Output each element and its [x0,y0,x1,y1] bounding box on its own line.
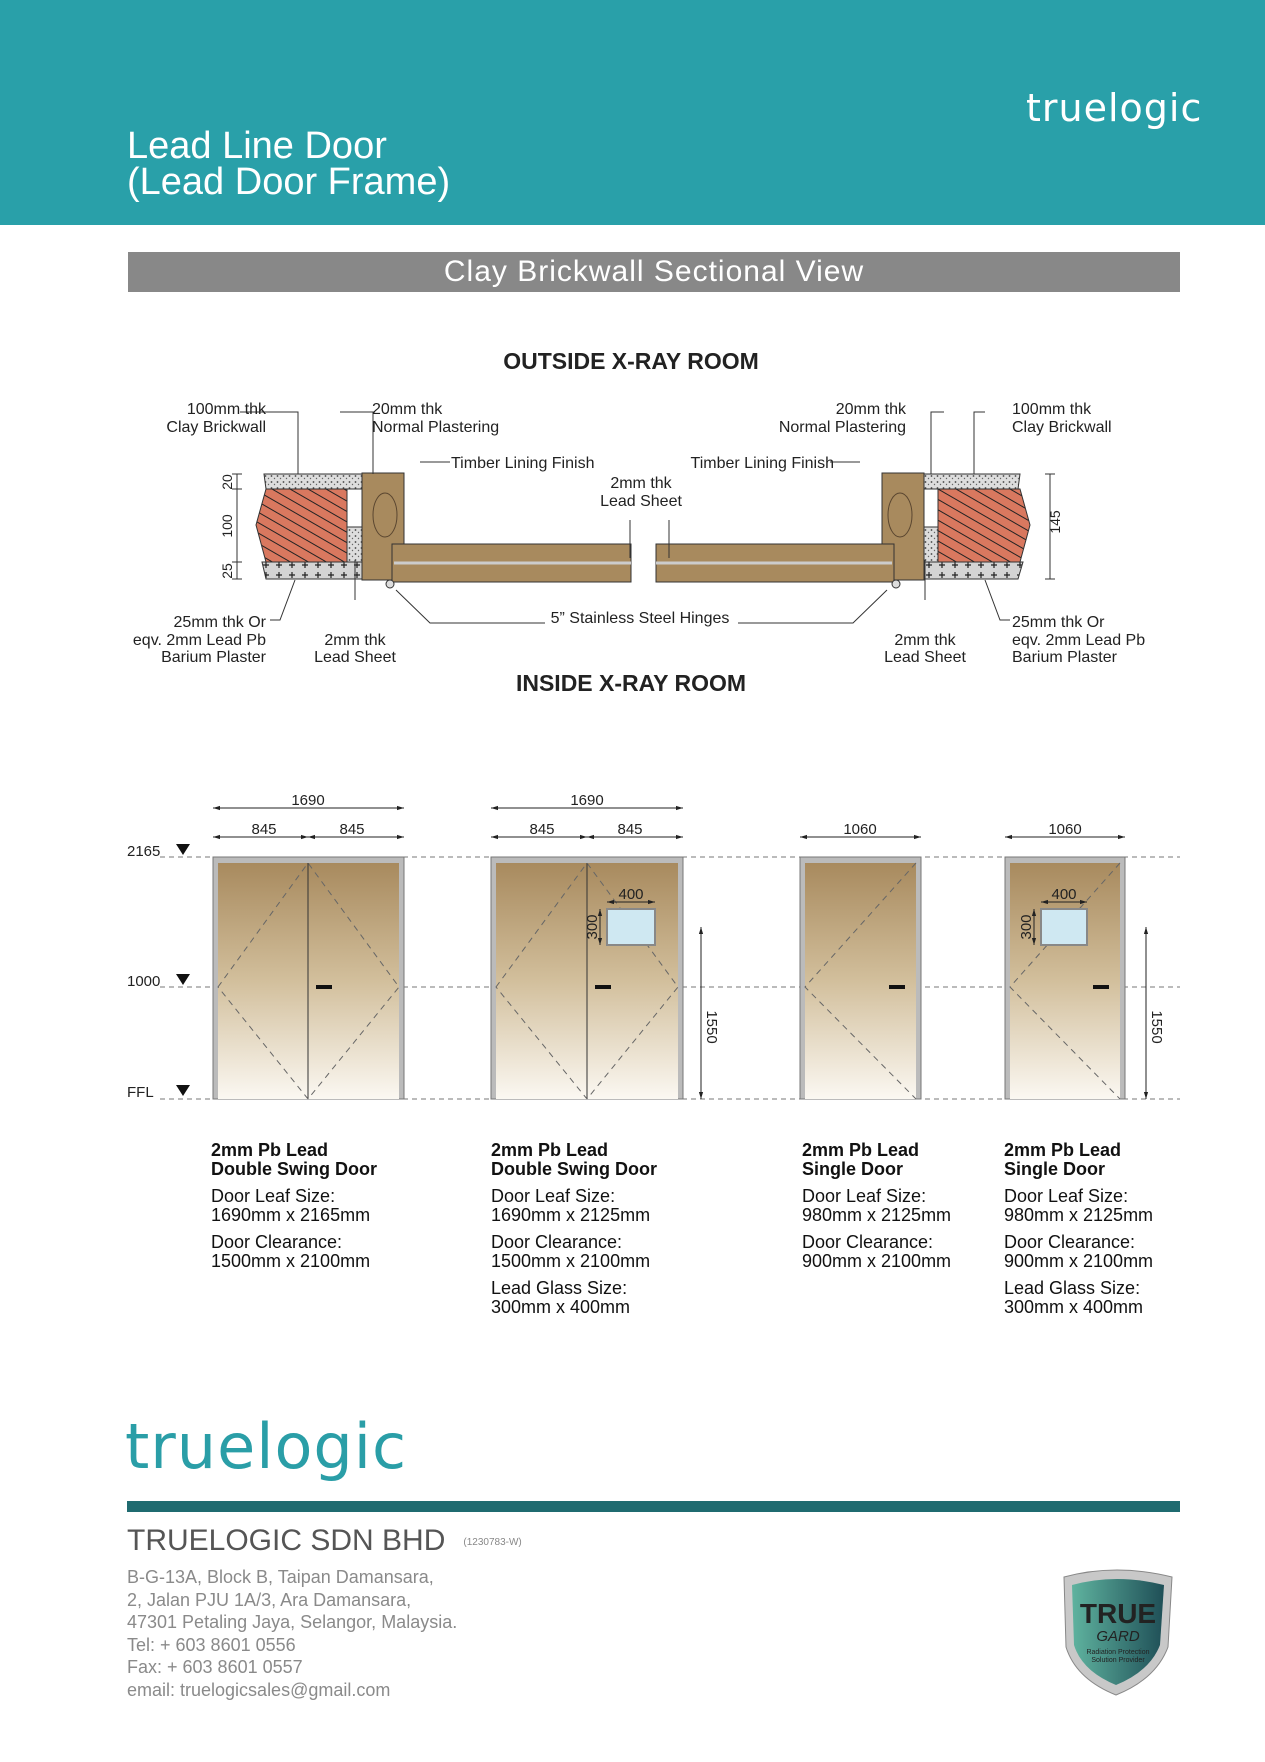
leaf-size: 980mm x 2125mm [802,1205,952,1225]
leaf-label: Door Leaf Size: [802,1186,927,1206]
fax: Fax: + 603 8601 0557 [127,1657,303,1677]
glass-size: 300mm x 400mm [491,1297,631,1317]
label-lead-left-2: Lead Sheet [314,649,396,666]
label-barium-right-3: Barium Plaster [1012,649,1117,666]
label-timber-left: Timber Lining Finish [451,455,595,472]
company-name [127,1524,522,1558]
caption-title-2: Double Swing Door [491,1159,657,1179]
address-line: B-G-13A, Block B, Taipan Damansara, [127,1567,434,1587]
hinge-icon [386,580,394,588]
door-3 [800,857,921,1099]
level-marker-icon [176,844,190,1096]
dim-glass-width: 400 [618,886,644,903]
caption-title-2: Double Swing Door [211,1159,377,1179]
label-plaster-right-2: Normal Plastering [778,419,906,436]
hinge-icon [892,580,900,588]
leaf-label: Door Leaf Size: [491,1186,616,1206]
door-elevations-drawing [0,780,1265,1120]
glass-label: Lead Glass Size: [1004,1278,1141,1298]
badge-tagline: Radiation Protection [1086,1649,1150,1656]
door-caption-3 [802,1141,951,1271]
leaf-size: 1690mm x 2165mm [211,1205,371,1225]
dim-1060: 1060 [843,821,877,838]
dim-100: 100 [219,514,235,538]
label-brickwall: 100mm thk [186,401,266,418]
clearance-size: 1500mm x 2100mm [491,1251,651,1271]
glass-size: 300mm x 400mm [1004,1297,1144,1317]
dim-1550: 1550 [703,1010,720,1044]
caption-title: 2mm Pb Lead [491,1140,609,1160]
dim-glass-height: 300 [1018,914,1035,940]
door-caption-1 [211,1141,377,1271]
title-line-1: Lead Line Door [127,125,387,167]
dim-glass-height: 300 [584,914,601,940]
truelogic-logo-footer: truelogic [125,1410,408,1483]
clearance-label: Door Clearance: [802,1232,934,1252]
dim-845: 845 [529,821,555,838]
label-barium-3: Barium Plaster [161,649,266,666]
label-lead-left: 2mm thk [324,632,386,649]
page-title [127,125,451,203]
door-leaf-section [386,544,900,588]
dim-1550: 1550 [1148,1010,1165,1044]
company-name-text: TRUELOGIC SDN BHD [127,1524,446,1557]
caption-title: 2mm Pb Lead [802,1140,920,1160]
dim-1060: 1060 [1048,821,1082,838]
lead-glass-window [1041,909,1087,945]
door-caption-2 [491,1141,657,1317]
leader-lines [232,412,1055,623]
footer-divider [127,1501,1180,1512]
label-barium-2: eqv. 2mm Lead Pb [132,632,266,649]
dim-20: 20 [219,474,235,490]
door-2 [491,857,683,1099]
clearance-label: Door Clearance: [1004,1232,1136,1252]
caption-title-2: Single Door [1004,1159,1106,1179]
label-barium-right: 25mm thk Or [1012,614,1105,631]
clearance-size: 900mm x 2100mm [802,1251,952,1271]
dim-25: 25 [219,563,235,579]
company-reg: (1230783-W) [463,1536,522,1548]
level-2165: 2165 [127,843,161,860]
leaf-label: Door Leaf Size: [1004,1186,1129,1206]
dim-845: 845 [339,821,365,838]
caption-title: 2mm Pb Lead [1004,1140,1122,1160]
address-line: 47301 Petaling Jaya, Selangor, Malaysia. [127,1612,458,1632]
label-brickwall-2: Clay Brickwall [166,419,266,436]
truegard-badge-icon [1056,1567,1180,1699]
label-hinges: 5” Stainless Steel Hinges [550,610,730,627]
label-lead-center: 2mm thk [610,475,672,492]
section-banner: Clay Brickwall Sectional View [128,252,1180,292]
door-caption-4 [1004,1141,1153,1317]
lead-glass-window [607,909,655,945]
label-plaster-right: 20mm thk [835,401,906,418]
label-barium-right-2: eqv. 2mm Lead Pb [1012,632,1146,649]
label-plaster: 20mm thk [372,401,443,418]
leaf-size: 1690mm x 2125mm [491,1205,651,1225]
dim-845: 845 [617,821,643,838]
inside-room-label: INSIDE X-RAY ROOM [515,670,747,696]
dim-145: 145 [1047,510,1063,534]
clearance-size: 1500mm x 2100mm [211,1251,371,1271]
label-barium: 25mm thk Or [173,614,266,631]
label-brickwall-right: 100mm thk [1012,401,1092,418]
dim-glass-width: 400 [1051,886,1077,903]
leaf-label: Door Leaf Size: [211,1186,336,1206]
badge-true: TRUE [1079,1598,1157,1629]
caption-title-2: Single Door [802,1159,904,1179]
clearance-label: Door Clearance: [491,1232,623,1252]
label-lead-right: 2mm thk [894,632,956,649]
label-timber-right: Timber Lining Finish [690,455,834,472]
level-1000: 1000 [127,973,161,990]
dim-1690: 1690 [570,792,604,809]
right-wall [882,473,1030,580]
sectional-view-drawing [0,330,1265,700]
label-lead-center-2: Lead Sheet [600,493,682,510]
outside-room-label: OUTSIDE X-RAY ROOM [503,348,759,374]
label-lead-right-2: Lead Sheet [884,649,966,666]
title-line-2: (Lead Door Frame) [127,161,451,203]
label-plaster-2: Normal Plastering [372,419,500,436]
email[interactable]: email: truelogicsales@gmail.com [127,1680,391,1700]
label-brickwall-right-2: Clay Brickwall [1012,419,1112,436]
clearance-label: Door Clearance: [211,1232,343,1252]
door-1 [213,857,404,1099]
phone: Tel: + 603 8601 0556 [127,1635,296,1655]
clearance-size: 900mm x 2100mm [1004,1251,1154,1271]
badge-gard: GARD [1096,1628,1140,1645]
truelogic-logo: truelogic [1026,86,1203,130]
badge-tagline-2: Solution Provider [1091,1657,1145,1664]
dim-1690: 1690 [291,792,325,809]
address-line: 2, Jalan PJU 1A/3, Ara Damansara, [127,1590,412,1610]
left-wall [256,473,404,580]
dim-845: 845 [251,821,277,838]
level-ffl: FFL [127,1084,154,1101]
leaf-size: 980mm x 2125mm [1004,1205,1154,1225]
glass-label: Lead Glass Size: [491,1278,628,1298]
caption-title: 2mm Pb Lead [211,1140,329,1160]
